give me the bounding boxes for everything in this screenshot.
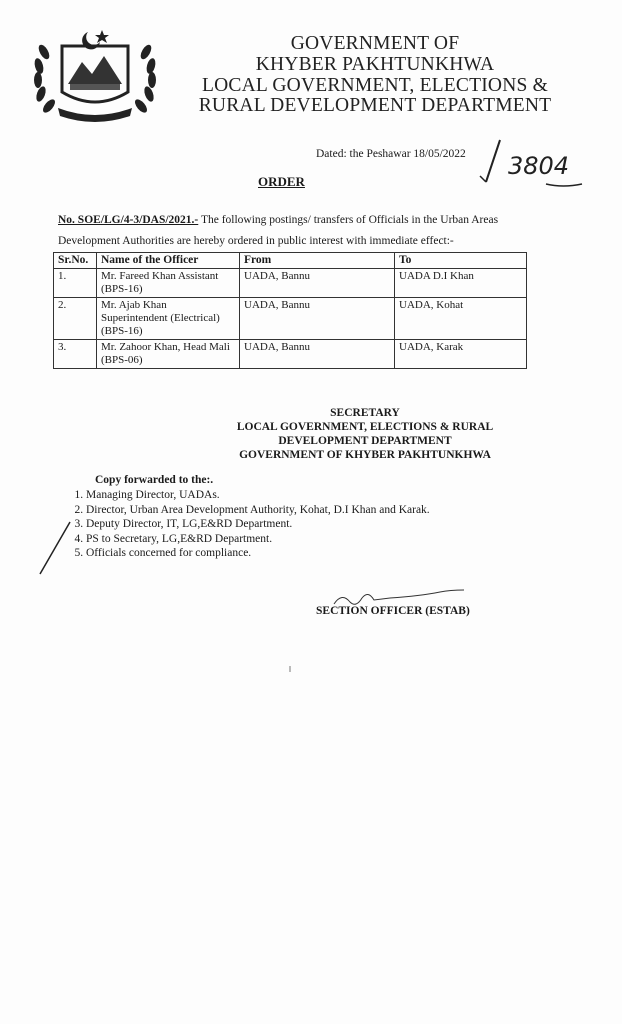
list-item: 3. Deputy Director, IT, LG,E&RD Department.	[86, 517, 506, 532]
header-line-government: GOVERNMENT OF	[290, 33, 460, 54]
dated-line: Dated: the Peshawar 18/05/2022	[316, 148, 466, 160]
order-intro-text: The following postings/ transfers of Officials in the Urban Areas	[200, 214, 499, 226]
header-line-department-1: LOCAL GOVERNMENT, ELECTIONS &	[202, 75, 548, 96]
cell-from: UADA, Bannu	[240, 269, 395, 298]
list-item: 1. Managing Director, UADAs.	[86, 488, 506, 503]
order-paragraph-line-1	[58, 213, 528, 227]
column-header-from: From	[240, 253, 395, 269]
cell-sr-no: 3.	[54, 340, 97, 369]
cell-from: UADA, Bannu	[240, 298, 395, 340]
header-line-province: KHYBER PAKHTUNKHWA	[255, 54, 495, 75]
handwritten-slash-mark	[36, 518, 76, 578]
table-row	[54, 340, 527, 369]
cell-officer-name: Mr. Ajab Khan Superintendent (Electrical) (BPS-16)	[97, 298, 240, 340]
header-line-department-2: RURAL DEVELOPMENT DEPARTMENT	[198, 95, 552, 116]
table-row	[54, 269, 527, 298]
cell-to: UADA, Karak	[395, 340, 527, 369]
postings-table	[53, 252, 527, 369]
kp-government-emblem-icon	[30, 22, 160, 126]
table-header-row	[54, 253, 527, 269]
signature-government-line: GOVERNMENT OF KHYBER PAKHTUNKHWA	[239, 449, 491, 461]
cell-from: UADA, Bannu	[240, 340, 395, 369]
order-reference-number: No. SOE/LG/4-3/DAS/2021.-	[58, 214, 199, 226]
copy-recipients-list	[70, 488, 506, 561]
signature-title-secretary: SECRETARY	[330, 407, 400, 419]
cell-sr-no: 2.	[54, 298, 97, 340]
handwritten-diary-number	[478, 132, 588, 192]
column-header-to: To	[395, 253, 527, 269]
cell-officer-name: Mr. Zahoor Khan, Head Mali (BPS-06)	[97, 340, 240, 369]
cell-to: UADA, Kohat	[395, 298, 527, 340]
order-title: ORDER	[258, 174, 305, 189]
copy-forwarded-heading: Copy forwarded to the:.	[95, 474, 214, 486]
column-header-sr-no: Sr.No.	[54, 253, 97, 269]
scan-speck	[289, 666, 291, 672]
list-item: 5. Officials concerned for compliance.	[86, 546, 506, 561]
signature-department-line-2: DEVELOPMENT DEPARTMENT	[278, 435, 452, 447]
cell-to: UADA D.I Khan	[395, 269, 527, 298]
list-item: 4. PS to Secretary, LG,E&RD Department.	[86, 532, 506, 547]
cell-sr-no: 1.	[54, 269, 97, 298]
signature-department-line-1: LOCAL GOVERNMENT, ELECTIONS & RURAL	[236, 421, 494, 433]
list-item: 2. Director, Urban Area Development Authority, Kohat, D.I Khan and Karak.	[86, 503, 506, 518]
svg-text:3804: 3804	[508, 152, 570, 180]
order-paragraph-line-2: Development Authorities are hereby ordered in public interest with immediate effect:-	[58, 235, 454, 247]
column-header-officer-name: Name of the Officer	[97, 253, 240, 269]
table-row	[54, 298, 527, 340]
section-officer-title: SECTION OFFICER (ESTAB)	[316, 605, 470, 617]
cell-officer-name: Mr. Fareed Khan Assistant (BPS-16)	[97, 269, 240, 298]
